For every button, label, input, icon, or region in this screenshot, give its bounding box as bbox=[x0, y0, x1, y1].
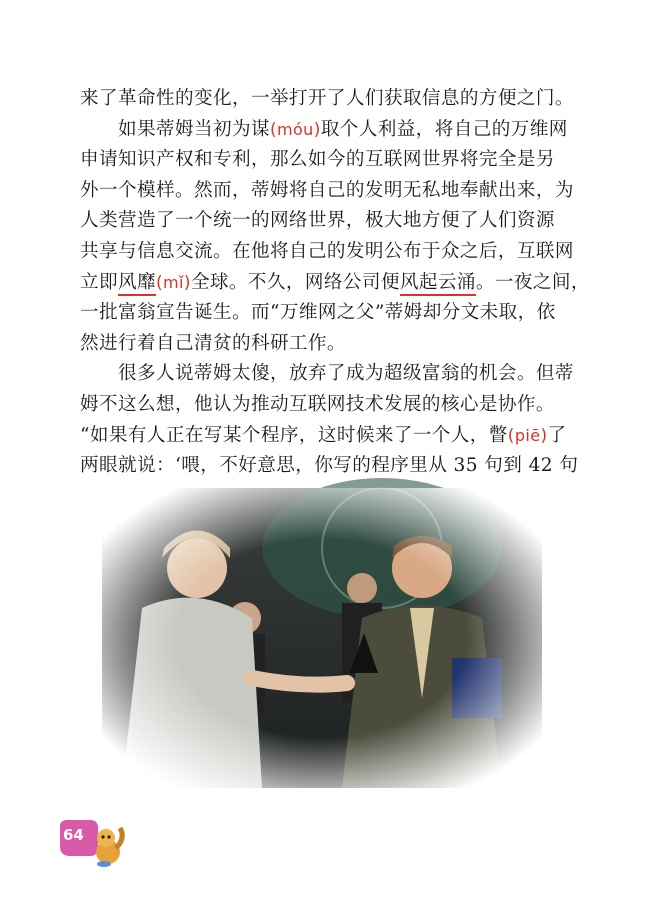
pinyin-paren-close: ) bbox=[183, 272, 191, 293]
text-run: 姆不这么想，他认为推动互联网技术发展的核心是协作。 bbox=[80, 393, 555, 415]
pinyin-paren-close: ) bbox=[540, 425, 548, 446]
text-run: 然进行着自己清贫的科研工作。 bbox=[80, 332, 346, 354]
text-run: 一批富翁宣告诞生。而“万维网之父”蒂姆却分文未取，依 bbox=[80, 302, 556, 324]
pinyin-annotation: piē bbox=[514, 425, 541, 445]
pinyin-paren-open: ( bbox=[269, 119, 277, 140]
text-line bbox=[80, 84, 574, 115]
text-run: 取个人利益，将自己的万维网 bbox=[320, 118, 568, 140]
text-run: 两眼就说：‘喂，不好意思，你写的程序里从 35 句到 42 句 bbox=[80, 455, 579, 477]
text-line bbox=[80, 206, 555, 237]
text-run: 全球。不久，网络公司便 bbox=[190, 271, 400, 293]
text-line bbox=[80, 421, 567, 452]
text-run: 外一个模样。然而，蒂姆将自己的发明无私地奉献出来，为 bbox=[80, 179, 574, 201]
text-run: 了 bbox=[547, 424, 567, 446]
pinyin-paren-open: ( bbox=[156, 272, 164, 293]
body-text bbox=[80, 84, 590, 482]
text-run: 如果蒂姆当初为谋 bbox=[118, 118, 270, 140]
vocabulary-highlight: 风起云涌 bbox=[400, 272, 476, 296]
text-line bbox=[80, 359, 574, 390]
award-ceremony-photo bbox=[102, 488, 542, 788]
text-run: 申请知识产权和专利，那么如今的互联网世界将完全是另 bbox=[80, 149, 555, 171]
vocabulary-highlight: 风靡 bbox=[118, 272, 156, 296]
pinyin-paren-close: ) bbox=[313, 119, 321, 140]
text-line bbox=[80, 176, 574, 207]
text-run: 很多人说蒂姆太傻，放弃了成为超级富翁的机会。但蒂 bbox=[118, 363, 574, 385]
pinyin-annotation: móu bbox=[277, 119, 314, 139]
text-run: 共享与信息交流。在他将自己的发明公布于众之后，互联网 bbox=[80, 240, 574, 262]
text-run: “如果有人正在写某个程序，这时候来了一个人，瞥 bbox=[80, 424, 508, 446]
text-run: 立即 bbox=[80, 271, 118, 293]
text-line bbox=[80, 237, 574, 268]
text-line bbox=[80, 329, 550, 360]
text-line bbox=[80, 145, 555, 176]
text-line bbox=[80, 390, 555, 421]
pinyin-annotation: mǐ bbox=[163, 272, 184, 292]
text-run: 来了革命性的变化，一举打开了人们获取信息的方便之门。 bbox=[80, 88, 574, 109]
text-line bbox=[80, 298, 556, 329]
squirrel-mascot-icon bbox=[96, 828, 122, 867]
text-run: 。一夜之间， bbox=[475, 271, 590, 293]
page-number: 64 bbox=[63, 826, 84, 844]
text-line bbox=[80, 268, 590, 299]
text-line bbox=[80, 115, 568, 146]
text-line bbox=[80, 451, 579, 482]
text-run: 人类营造了一个统一的网络世界，极大地方便了人们资源 bbox=[80, 210, 555, 232]
pinyin-paren-open: ( bbox=[507, 425, 515, 446]
